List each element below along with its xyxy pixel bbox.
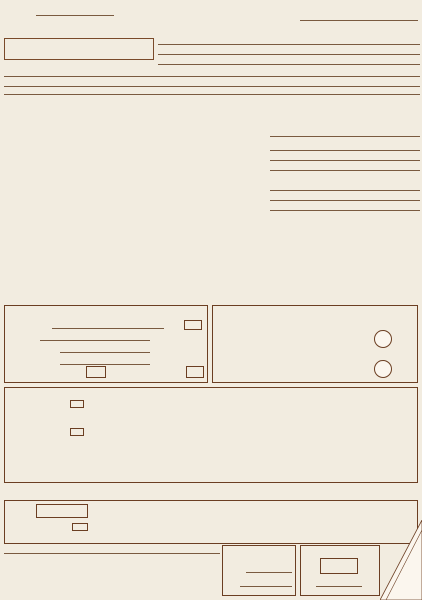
armor-section	[4, 305, 208, 383]
weapons-section	[4, 387, 418, 483]
backstab-field[interactable]	[70, 428, 84, 436]
magic-bonus-field[interactable]	[374, 330, 392, 348]
movement-field[interactable]	[320, 558, 358, 574]
base-ac-field[interactable]	[86, 366, 106, 378]
optimal-ac-field[interactable]	[186, 366, 204, 378]
hp-number-field[interactable]	[36, 504, 88, 518]
name-field[interactable]	[4, 38, 154, 60]
to-hit-ac0-field[interactable]	[70, 400, 84, 408]
xp-section	[222, 545, 296, 596]
ac-field[interactable]	[184, 320, 202, 330]
hp-adjust-field[interactable]	[72, 523, 88, 531]
dex-bonus-field[interactable]	[374, 360, 392, 378]
alignment-corner	[380, 520, 422, 600]
